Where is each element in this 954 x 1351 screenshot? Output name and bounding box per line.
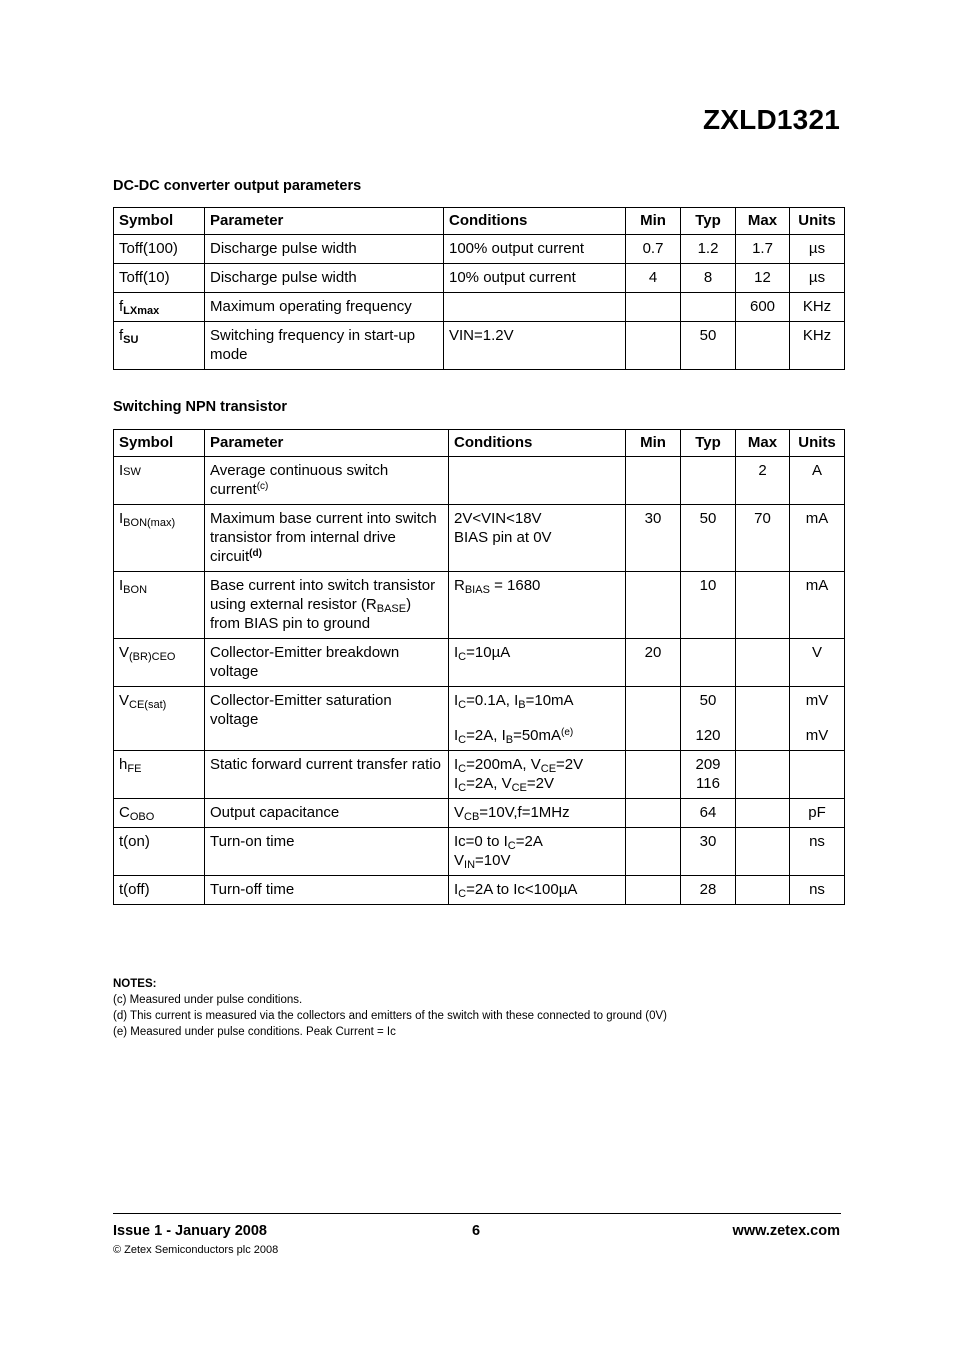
typ-cell: 1.2 [681, 235, 736, 264]
table-row [114, 876, 845, 905]
condition-main: I [454, 644, 459, 661]
max-cell [736, 572, 790, 639]
symbol-main: I [119, 577, 124, 594]
units-cell: pF [790, 799, 845, 828]
symbol-subscript: BON(max) [123, 517, 176, 529]
condition-text: =2V [526, 775, 554, 792]
npn-transistor-table [113, 429, 845, 905]
condition-subscript: BIAS [464, 584, 490, 596]
symbol-main: Isw [119, 462, 141, 479]
symbol-subscript: FE [127, 763, 142, 775]
min-cell [626, 322, 681, 370]
condition-main: V [454, 804, 465, 821]
column-header: Max [736, 430, 790, 457]
units-cell: ns [790, 828, 845, 876]
notes-block [113, 976, 667, 1040]
conditions-cell [449, 751, 626, 799]
condition-subscript: C [458, 782, 467, 794]
footer-website-link[interactable]: www.zetex.com [732, 1223, 840, 1239]
min-cell [626, 828, 681, 876]
min-cell [626, 687, 681, 751]
condition-text: Ic=0 to I [454, 833, 508, 850]
min-cell [626, 799, 681, 828]
max-cell: 600 [736, 293, 790, 322]
table-header-row [114, 208, 845, 235]
parameter-cell: Turn-on time [205, 828, 449, 876]
typ-cell [681, 639, 736, 687]
note-reference: (e) [561, 727, 574, 738]
note-reference: (d) [249, 548, 262, 559]
units-cell: ns [790, 876, 845, 905]
condition-text: =2A to Ic<100µA [466, 881, 578, 898]
typ-cell: 30 [681, 828, 736, 876]
conditions-cell [444, 293, 626, 322]
table-row [114, 322, 845, 370]
table-row [114, 505, 845, 572]
table-row [114, 799, 845, 828]
symbol-cell [114, 751, 205, 799]
symbol-main: I [119, 510, 124, 527]
condition-subscript: CB [464, 811, 480, 823]
parameter-cell: Switching frequency in start-up mode [205, 322, 444, 370]
condition-subscript: B [518, 699, 526, 711]
table-row [114, 235, 845, 264]
conditions-cell [449, 572, 626, 639]
typ-cell: 10 [681, 572, 736, 639]
max-cell: 2 [736, 457, 790, 505]
units-value: mV [805, 727, 829, 744]
conditions-cell [449, 828, 626, 876]
conditions-cell: 10% output current [444, 264, 626, 293]
max-cell [736, 828, 790, 876]
parameter-subscript: BASE [376, 603, 407, 615]
min-cell: 30 [626, 505, 681, 572]
units-cell: A [790, 457, 845, 505]
typ-value: 50 [699, 692, 717, 709]
conditions-cell [449, 799, 626, 828]
notes-heading: NOTES: [113, 978, 157, 990]
symbol-cell [114, 639, 205, 687]
max-cell [736, 876, 790, 905]
symbol-subscript: SU [123, 334, 139, 346]
dcdc-parameters-table [113, 207, 845, 370]
max-cell: 70 [736, 505, 790, 572]
max-cell [736, 639, 790, 687]
min-cell [626, 751, 681, 799]
symbol-subscript: LXmax [123, 305, 160, 317]
column-header: Symbol [114, 430, 205, 457]
condition-line: BIAS pin at 0V [454, 529, 552, 546]
condition-text: V [454, 852, 465, 869]
condition-text: =2V [556, 756, 584, 773]
conditions-cell [449, 876, 626, 905]
condition-subscript: CE [511, 782, 527, 794]
typ-cell [681, 457, 736, 505]
symbol-main: V [119, 644, 130, 661]
typ-value: 116 [696, 775, 720, 792]
column-header: Max [736, 208, 790, 235]
min-cell [626, 876, 681, 905]
conditions-cell: VIN=1.2V [444, 322, 626, 370]
symbol-cell [114, 505, 205, 572]
max-cell [736, 322, 790, 370]
parameter-text: Maximum base current into switch transistor from internal drive circuit [210, 510, 437, 565]
symbol-cell: t(on) [114, 828, 205, 876]
condition-subscript: B [505, 734, 514, 746]
max-cell: 12 [736, 264, 790, 293]
table-row [114, 751, 845, 799]
condition-text: I [454, 775, 459, 792]
column-header: Conditions [444, 208, 626, 235]
symbol-cell: Toff(10) [114, 264, 205, 293]
typ-cell: 28 [681, 876, 736, 905]
min-cell: 20 [626, 639, 681, 687]
condition-subscript: C [458, 734, 467, 746]
npn-section-title: Switching NPN transistor [113, 399, 288, 415]
page-number: 6 [472, 1223, 481, 1239]
column-header: Typ [681, 430, 736, 457]
units-cell: mA [790, 505, 845, 572]
symbol-cell: Toff(100) [114, 235, 205, 264]
condition-subscript: C [458, 651, 467, 663]
parameter-cell: Collector-Emitter saturation voltage [205, 687, 449, 751]
footer-issue: Issue 1 - January 2008 [113, 1223, 267, 1239]
table-row [114, 264, 845, 293]
footer-divider [113, 1213, 841, 1214]
typ-cell: 50 [681, 322, 736, 370]
column-header: Units [790, 430, 845, 457]
parameter-cell: Collector-Emitter breakdown voltage [205, 639, 449, 687]
units-cell: µs [790, 235, 845, 264]
symbol-subscript: BON [123, 584, 148, 596]
min-cell [626, 572, 681, 639]
note-item: (e) Measured under pulse conditions. Peak Current = Ic [113, 1026, 396, 1038]
note-reference: (c) [256, 481, 269, 492]
conditions-cell [449, 687, 626, 751]
footer-copyright: © Zetex Semiconductors plc 2008 [113, 1244, 279, 1256]
condition-line: 2V<VIN<18V [454, 510, 542, 527]
symbol-main: h [119, 756, 128, 773]
condition-subscript: C [507, 840, 516, 852]
condition-subscript: C [458, 888, 467, 900]
note-item: (d) This current is measured via the collectors and emitters of the switch with these connected to ground (0V) [113, 1010, 667, 1022]
condition-text: =50mA [513, 727, 562, 744]
units-cell: V [790, 639, 845, 687]
symbol-subscript: OBO [129, 811, 155, 823]
symbol-cell: t(off) [114, 876, 205, 905]
symbol-subscript: CE(sat) [129, 699, 167, 711]
parameter-text: ) from BIAS pin to ground [210, 596, 412, 632]
parameter-cell [205, 572, 449, 639]
condition-main: R [454, 577, 465, 594]
table-row [114, 572, 845, 639]
table-row [114, 687, 845, 751]
condition-text: =10µA [466, 644, 511, 661]
dcdc-section-title: DC-DC converter output parameters [113, 178, 362, 194]
min-cell [626, 457, 681, 505]
typ-cell: 50 [681, 505, 736, 572]
symbol-cell [114, 322, 205, 370]
typ-cell: 64 [681, 799, 736, 828]
typ-cell [681, 687, 736, 751]
max-cell [736, 799, 790, 828]
column-header: Parameter [205, 430, 449, 457]
column-header: Typ [681, 208, 736, 235]
typ-value: 209 [695, 756, 721, 773]
table-row [114, 293, 845, 322]
condition-subscript: CE [540, 763, 557, 775]
units-cell: mA [790, 572, 845, 639]
symbol-cell [114, 687, 205, 751]
units-cell: µs [790, 264, 845, 293]
conditions-cell [449, 639, 626, 687]
condition-subscript: C [458, 699, 467, 711]
condition-text: =0.1A, I [466, 692, 519, 709]
condition-text: I [454, 881, 459, 898]
parameter-cell: Turn-off time [205, 876, 449, 905]
conditions-cell: 100% output current [444, 235, 626, 264]
symbol-main: C [119, 804, 130, 821]
condition-text: =2A, V [466, 775, 512, 792]
parameter-cell: Maximum operating frequency [205, 293, 444, 322]
table-row [114, 828, 845, 876]
column-header: Parameter [205, 208, 444, 235]
min-cell [626, 293, 681, 322]
table-row [114, 639, 845, 687]
note-item: (c) Measured under pulse conditions. [113, 994, 303, 1006]
min-cell: 4 [626, 264, 681, 293]
max-cell: 1.7 [736, 235, 790, 264]
parameter-cell [205, 505, 449, 572]
condition-text: =200mA, V [466, 756, 541, 773]
column-header: Min [626, 430, 681, 457]
condition-text: =10V [475, 852, 511, 869]
symbol-cell [114, 293, 205, 322]
condition-text: = 1680 [489, 577, 541, 594]
symbol-main: f [119, 327, 124, 344]
max-cell [736, 751, 790, 799]
typ-cell [681, 751, 736, 799]
condition-text: =2A [515, 833, 543, 850]
part-number-title: ZXLD1321 [703, 104, 840, 135]
max-cell [736, 687, 790, 751]
conditions-cell [449, 457, 626, 505]
parameter-cell: Static forward current transfer ratio [205, 751, 449, 799]
units-cell: KHz [790, 293, 845, 322]
condition-text: =10mA [525, 692, 574, 709]
table-header-row [114, 430, 845, 457]
units-cell [790, 751, 845, 799]
conditions-cell [449, 505, 626, 572]
parameter-text: Average continuous switch current [210, 462, 389, 498]
parameter-text: Base current into switch transistor using external resistor (R [210, 577, 436, 613]
condition-text: =2A, I [466, 727, 506, 744]
min-cell: 0.7 [626, 235, 681, 264]
typ-value: 120 [695, 727, 721, 744]
column-header: Symbol [114, 208, 205, 235]
typ-cell [681, 293, 736, 322]
condition-text: =10V,f=1MHz [479, 804, 570, 821]
units-cell: KHz [790, 322, 845, 370]
column-header: Min [626, 208, 681, 235]
column-header: Conditions [449, 430, 626, 457]
symbol-main: V [119, 692, 130, 709]
column-header: Units [790, 208, 845, 235]
parameter-cell: Discharge pulse width [205, 235, 444, 264]
units-value: mV [805, 692, 829, 709]
parameter-cell: Discharge pulse width [205, 264, 444, 293]
parameter-cell: Output capacitance [205, 799, 449, 828]
symbol-subscript: (BR)CEO [129, 651, 176, 663]
condition-subscript: C [458, 763, 467, 775]
symbol-cell [114, 572, 205, 639]
symbol-cell [114, 799, 205, 828]
condition-text: I [454, 692, 459, 709]
condition-subscript: IN [464, 859, 476, 871]
table-row [114, 457, 845, 505]
parameter-cell [205, 457, 449, 505]
condition-text: I [454, 727, 459, 744]
units-cell [790, 687, 845, 751]
symbol-cell [114, 457, 205, 505]
condition-text: I [454, 756, 459, 773]
symbol-main: f [119, 298, 124, 315]
typ-cell: 8 [681, 264, 736, 293]
